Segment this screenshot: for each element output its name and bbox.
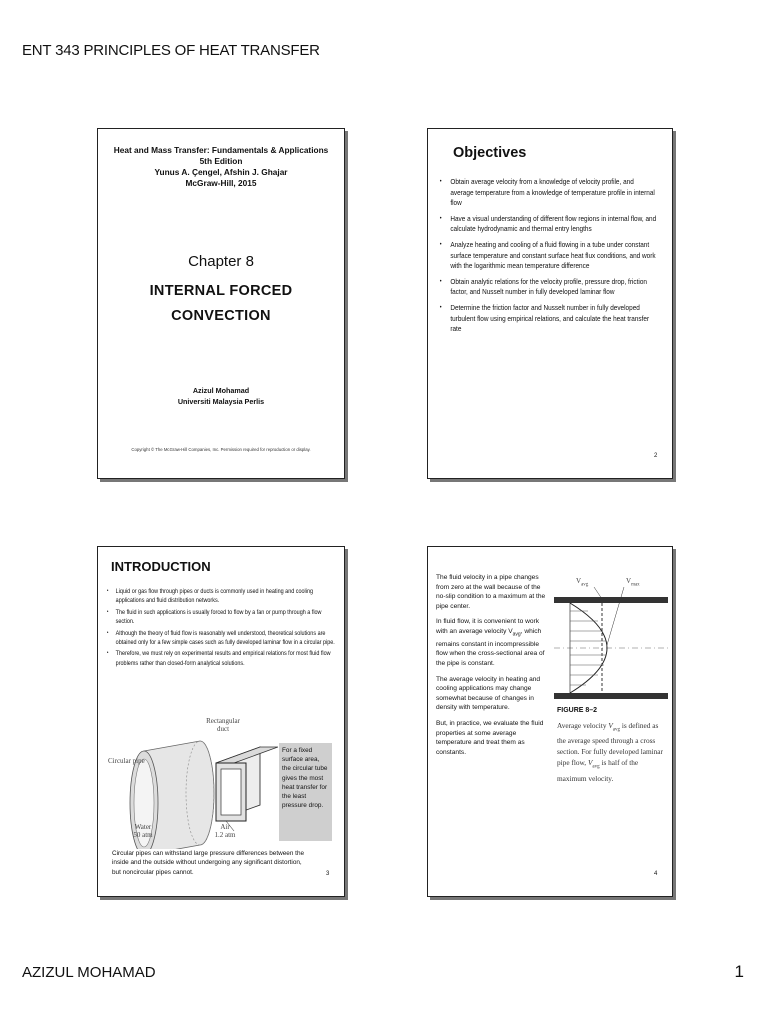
paragraph (436, 617, 548, 668)
callout-note: For a fixed surface area, the circular tube gives the most heat transfer for the least pressure drop. (279, 743, 332, 841)
subscript: avg (512, 631, 521, 638)
caption-part: is half of the maximum velocity. (557, 758, 639, 783)
caption-sub: avg (612, 727, 621, 733)
page-footer-number: 1 (734, 962, 744, 981)
vmax-symbol: V (626, 577, 632, 585)
caption-symbol: V (587, 758, 593, 768)
caption-part: Average velocity (557, 721, 609, 730)
air-label (210, 823, 240, 839)
book-title: Heat and Mass Transfer: Fundamentals & Applications (113, 145, 329, 155)
slide-heading: Objectives (453, 145, 527, 161)
caption-sub: avg (592, 764, 600, 770)
objectives-list (438, 177, 656, 340)
list-item: • Obtain average velocity from a knowledge of velocity profile, and average temperature from a knowledge of temperature profile in internal flow (438, 177, 656, 209)
book-publisher: McGraw-Hill, 2015 (185, 178, 257, 188)
paragraph: But, in practice, we evaluate the fluid properties at some average temperature and treat them as constants. (436, 720, 544, 756)
water-pressure: 50 atm (133, 831, 153, 839)
paragraph: The average velocity in heating and cooling applications may change somewhat because of changes in density with temperature. (436, 675, 541, 712)
circular-pipe-label: Circular pipe (108, 757, 145, 765)
slide-objectives (427, 128, 673, 479)
list-item: • Liquid or gas flow through pipes or ducts is commonly used in heating and cooling applications and fluid distribution networks. (106, 587, 337, 606)
vmax-sub: max (631, 582, 640, 588)
list-item: • Have a visual understanding of different flow regions in internal flow, and calculate hydrodynamic and thermal entry lengths (438, 214, 656, 235)
slide-page-number: 2 (654, 453, 658, 459)
vavg-label (576, 577, 588, 587)
chapter-title-line1: INTERNAL FORCED (149, 283, 293, 299)
paragraph: The fluid velocity in a pipe changes from zero at the wall because of the no-slip condition to a maximum at the pipe center. (436, 574, 546, 610)
air-text: Air (220, 823, 230, 831)
parabolic-profile (570, 603, 607, 693)
slide-page-number: 3 (326, 871, 330, 877)
list-item: • Although the theory of fluid flow is reasonably well understood, theoretical solutions are obtained only for a few simple cases such as fully developed laminar flow in a circular pipe. (106, 629, 337, 648)
list-item: • Analyze heating and cooling of a fluid flowing in a tube under constant surface temperature and constant surface heat flux conditions, and work with the logarithmic mean temperature difference (438, 240, 656, 272)
list-item: • The fluid in such applications is usually forced to flow by a fan or pump through a flow section. (106, 608, 337, 627)
pipe-wall-top (554, 597, 668, 603)
book-info (98, 145, 344, 189)
paragraph-part: In fluid flow, it is convenient to work with an average velocity V (436, 618, 539, 635)
rectangular-duct-drawing (216, 747, 278, 831)
book-edition: 5th Edition (199, 156, 243, 166)
book-authors: Yunus A. Çengel, Afshin J. Ghajar (154, 167, 288, 177)
slide-title (97, 128, 345, 479)
list-item: • Obtain analytic relations for the velocity profile, pressure drop, friction factor, and Nusselt number in fully developed laminar flow (438, 277, 656, 298)
list-item: • Therefore, we must rely on experimental results and empirical relations for most fluid flow problems rather than closed-form analytical solutions. (106, 649, 337, 668)
chapter-number: Chapter 8 (188, 253, 254, 270)
slide-average-velocity (427, 546, 673, 897)
presenter-name: Azizul Mohamad (192, 386, 250, 395)
chapter-title-line2: CONVECTION (171, 308, 271, 324)
water-text: Water (134, 823, 152, 831)
introduction-list (106, 587, 337, 670)
slide-page-number: 4 (654, 871, 658, 877)
presenter-info (98, 385, 344, 407)
list-item: • Determine the friction factor and Nusselt number in fully developed turbulent flow using empirical relations, and calculate the heat transfer rate (438, 303, 656, 335)
figure-number: FIGURE 8–2 (557, 707, 598, 714)
caption-part: is defined as the average speed through a cross section. For fully developed laminar pipe flow, (557, 721, 663, 768)
presenter-institution: Universiti Malaysia Perlis (177, 397, 265, 406)
copyright-notice: Copyright © The McGraw-Hill Companies, Inc. Permission required for reproduction or display. (131, 447, 311, 452)
slide-introduction (97, 546, 345, 897)
vavg-symbol: V (576, 577, 582, 585)
water-label (128, 823, 158, 839)
page-footer-author: AZIZUL MOHAMAD (22, 964, 156, 981)
paragraph-part: , which remains constant in incompressible flow when the cross-sectional area of the pipe is constant. (436, 627, 545, 668)
velocity-profile-figure (554, 577, 668, 705)
slide-heading: INTRODUCTION (111, 559, 211, 574)
duct-text-1: Rectangular (206, 717, 240, 725)
page-header: ENT 343 PRINCIPLES OF HEAT TRANSFER (22, 42, 320, 59)
air-pressure: 1.2 atm (214, 831, 236, 839)
chapter-title (98, 279, 344, 329)
caption-symbol: V (608, 721, 613, 730)
vmax-label (626, 577, 640, 587)
rectangular-duct-label (198, 717, 248, 733)
figure-caption: Circular pipes can withstand large pressure differences between the inside and the outside without undergoing any significant distortion, but noncircular pipes cannot. (112, 850, 305, 876)
velocity-arrows (570, 611, 606, 685)
duct-text-2: duct (216, 725, 230, 733)
velocity-text (436, 573, 548, 763)
vavg-sub: avg (581, 582, 589, 588)
figure-caption (557, 720, 669, 784)
pipe-wall-bottom (554, 693, 668, 699)
